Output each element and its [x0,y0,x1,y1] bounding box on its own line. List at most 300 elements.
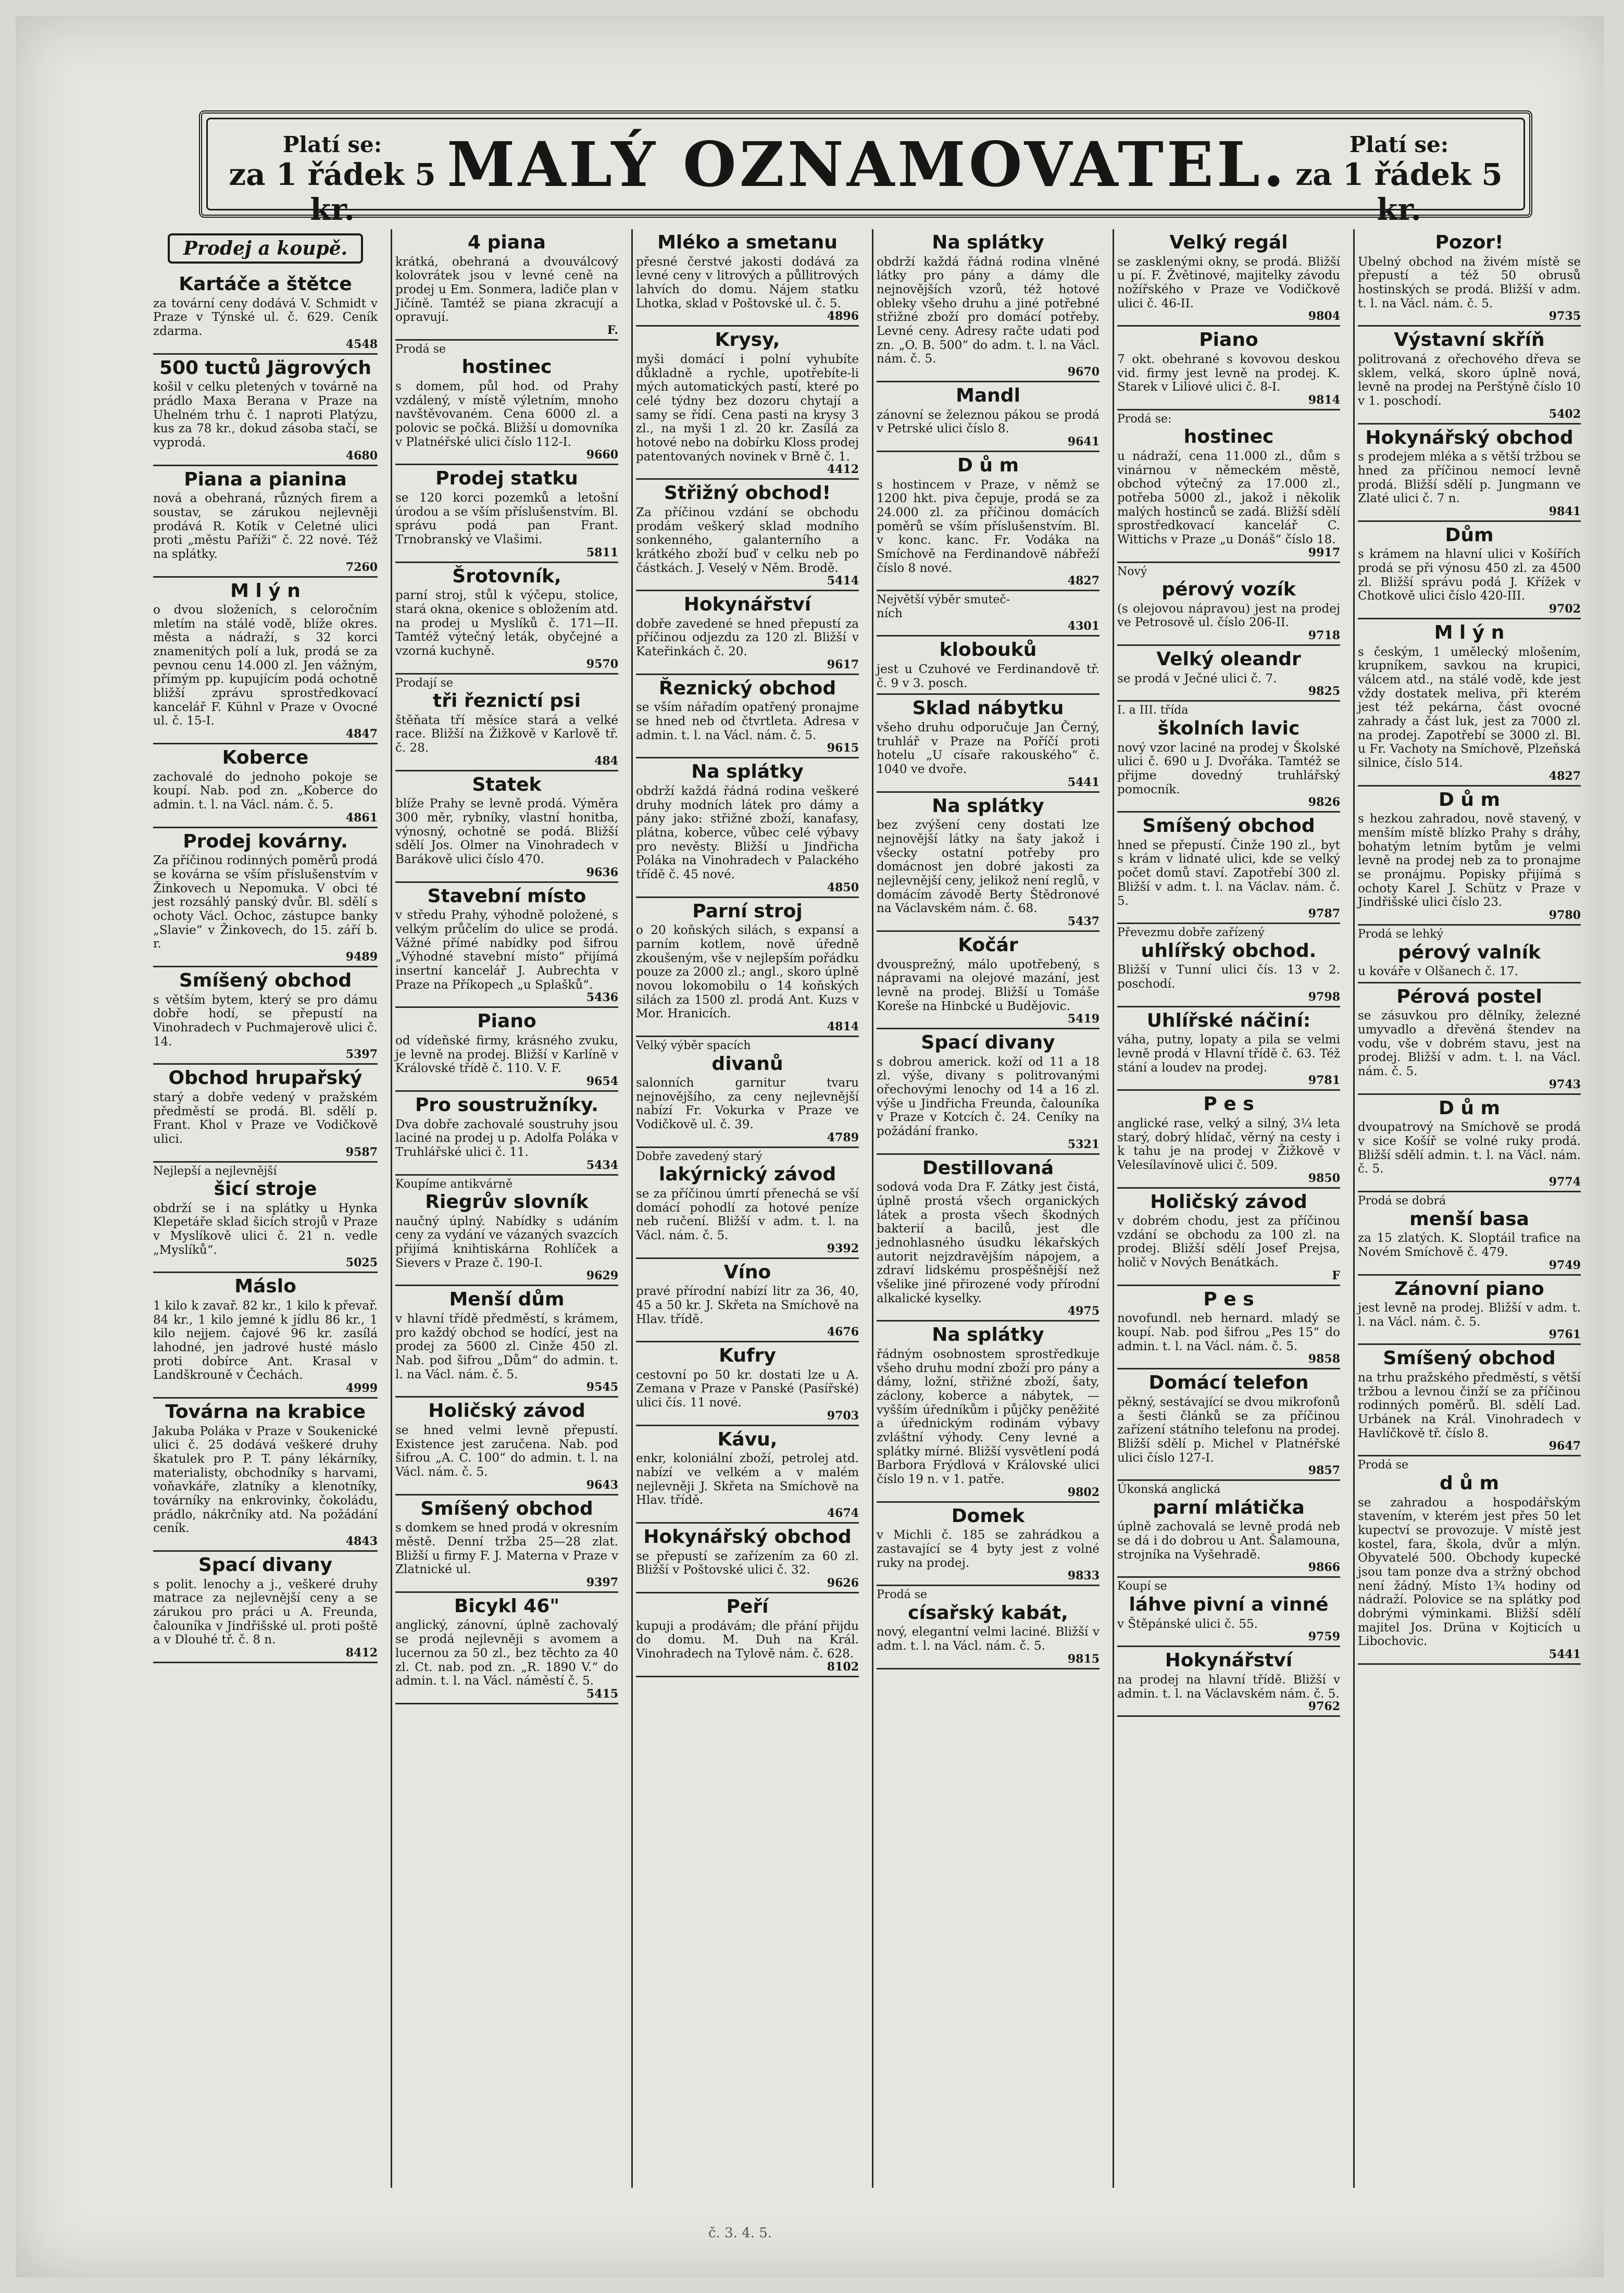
classified-ad [636,1593,859,1677]
ad-body: s hezkou zahradou, nově stavený, v menším místě blízko Prahy s dráhy, bohatým letním bytům je velmi levně na prodej neb za to pronajme se pronájmu. Popisky přijímá s ochoty Karel J. Schütz v Praze v Jindřišské ulici číslo 23. [1358,812,1581,909]
classified-ad [636,327,859,480]
ad-number: 9826 [1308,795,1340,809]
ad-pretitle: Prodá se [877,1588,928,1602]
ad-number: 9626 [827,1576,859,1590]
ad-body: na prodej na hlavní třídě. Bližší v admin. t. l. na Václavském nám. č. 5. [1117,1673,1340,1701]
classified-ad [636,898,859,1037]
ad-pretitle: Dobře zavedený starý [636,1150,763,1163]
classified-ad [395,465,618,563]
ad-body: Ubelný obchod na živém místě se přepustí a též 50 obrusů hostinských se prodá. Bližší v adm. t. l. na Václ. nám. č. 5. [1358,255,1581,310]
ad-title: 500 tuctů Jägrových [159,357,372,379]
ad-body: se vším nářadím opatřený pronajme se hned neb od čtvrtleta. Adresa v admin. t. l. na Václ. nám. č. 5. [636,701,859,742]
ad-pretitle: Úkonská anglická [1117,1483,1221,1497]
ad-body: od vídeňské firmy, krásného zvuku, je levně na prodej. Bližší v Karlíně v Královské třídě č. 110. V. F. [395,1033,618,1076]
ad-number: 9636 [586,865,618,879]
ad-number: 9802 [1067,1485,1100,1499]
ad-number: 9804 [1308,309,1340,323]
ad-body: za 15 zlatých. K. Sloptáil trafice na Novém Smíchově č. 479. [1358,1231,1581,1259]
classified-ad [395,1496,618,1593]
classified-ad [877,1503,1100,1587]
ad-number: 9749 [1548,1258,1581,1272]
ad-title: Koberce [222,747,309,769]
ad-body: novofundl. neb hernard. mladý se koupí. Nab. pod šifrou „Pes 15“ do admin. t. l. na Václ. nám. č. 5. [1117,1312,1340,1353]
ad-number: 8102 [827,1660,859,1674]
ad-body: anglické rase, velký a silný, 3¼ leta starý, dobrý hlídač, věrný na cesty i k tahu je na prodej v Žižkově v Velesílavínově ulici č. 509. [1117,1116,1340,1172]
ad-title: Hokynářství [683,594,811,616]
ad-body: s dobrou americk. koží od 11 a 18 zl. výše, divany s politrovanými ořechovými lenochy od 14 a 16 zl. výše u Jindřicha Freunda, čalouníka v Praze v Kotcích č. 24. Ceníky na požádání franko. [877,1055,1100,1139]
classified-ad [153,967,378,1065]
classified-ad [1117,1369,1340,1481]
ad-title: Na splátky [932,1324,1044,1346]
classified-ad [395,1008,618,1092]
ad-number: 4676 [827,1325,859,1339]
ad-number: 9866 [1308,1561,1340,1575]
ad-title: Menší dům [449,1289,565,1311]
ad-body: s domkem se hned prodá v okresním městě. Denní tržba 25—28 zlat. Bližší u firmy F. J. Materna v Praze v Zlatnické ul. [395,1521,618,1577]
ad-number: 9762 [1308,1700,1340,1714]
ad-body: obdrží každá řádná rodina vlněné látky pro pány a dámy dle nejnovějších vzorů, též hotové obleky všeho druhu a jiné potřebné střižné zboží pro domácí potřeby. Levné ceny. Adresy račte udati pod zn. „O. B. 500“ do adm. t. l. na Václ. nám. č. 5. [877,255,1100,366]
ad-title: tři řeznictí psi [433,690,581,712]
ad-title: menší basa [1409,1208,1529,1230]
ad-pretitle: Převezmu dobře zařízený [1117,926,1265,940]
ad-body: krátká, obehraná a dvouválcový kolovrátek jsou v levné ceně na prodej u Em. Sonmera, ladiče plan v Jičíně. Tamtéž se piana zkracují a opravují. [395,255,618,325]
page-title: MALÝ OZNAMOVATEL. [447,128,1288,201]
ad-body: v hlavní třídě předměstí, s krámem, pro každý obchod se hodící, jest na prodej za 5600 zl. Cinže 450 zl. Nab. pod šifrou „Dům“ do admin. t. l. na Václ. nám. č. 5. [395,1312,618,1381]
ad-title: Dům [1445,524,1494,546]
ad-body: s krámem na hlavní ulici v Košířích prodá se při výnosu 450 zl. za 4500 zl. Bližší správu podá J. Křížek v Chotkově ulici číslo 420-III. [1358,547,1581,603]
classified-ad [1117,1481,1340,1578]
column-6 [1353,229,1584,2188]
header-price-left [223,132,442,227]
ad-body: s českým, 1 umělecký mlošením, krupníkem, savkou na krupici, válcem atd., na stálé vodě, kde jest vždy dostatek meliva, při kterém jest též pekárna, část ovocné zahrady a část luk, jest za 7000 zl. na prodej. Zapotřebí se 3000 zl. Bl. u Fr. Vachoty na Smíchově, Plzeňská silnice, číslo 514. [1358,645,1581,770]
ad-title: Smíšený obchod [179,970,352,992]
ad-number: 9392 [827,1241,859,1255]
ad-number: 9489 [345,950,378,964]
ad-number: 4680 [345,448,378,463]
ad-body: zachovalé do jednoho pokoje se koupí. Nab. pod zn. „Koberce do admin. t. l. na Václ. nám. č. 5. [153,770,378,812]
ad-title: Riegrův slovník [425,1191,589,1213]
ad-title: D ů m [957,454,1019,476]
ad-body: se zásuvkou pro dělníky, železné umyvadlo a dřevěná štendev na vodu, vše v dobrém stavu, jest na prodej. Bližší v adm. t. l. na Václ. nám. č. 5. [1358,1009,1581,1079]
classified-ad [1117,563,1340,646]
ad-number: 5402 [1548,407,1581,421]
classified-ad [395,1286,618,1398]
ad-number: 9850 [1308,1171,1340,1185]
ad-title: Máslo [234,1276,296,1298]
ad-body: ních [877,606,903,620]
ad-title: Prodej kovárny. [183,830,348,852]
ad-title: Pérová postel [1396,986,1542,1007]
ad-number: 9761 [1548,1328,1581,1342]
ad-number: 5441 [1548,1647,1581,1661]
ad-pretitle: Prodá se [1358,1459,1409,1472]
ad-title: Šrotovník, [452,565,561,587]
classified-ad [395,1176,618,1287]
classified-ad [877,1322,1100,1502]
ad-number: 5321 [1067,1137,1100,1151]
ad-title: Piano [477,1011,536,1032]
ad-body: politrovaná z ořechového dřeva se sklem, velká, skoro úplně nová, levně na prodej na Perštýně číslo 10 v 1. poschodí. [1358,352,1581,408]
ad-title: Krysy, [715,329,780,351]
ad-title: Spací divany [198,1554,333,1576]
ad-title: Zánovní piano [1394,1278,1544,1300]
ad-body: salonních garnitur tvaru nejnovějšího, za ceny nejlevnější nabízí Fr. Vokurka v Praze ve Vodičkově ul. č. 39. [636,1076,859,1132]
header-price-right [1290,132,1508,227]
ad-title: pérový vozík [1161,579,1296,601]
ad-title: Na splátky [691,761,804,783]
classified-ad [1117,410,1340,563]
ad-body: 7 okt. obehrané s kovovou deskou vid. firmy jest levně na prodej. K. Starek v Liliové ulici č. 8-I. [1117,352,1340,394]
classified-ad [1117,702,1340,813]
ad-body: váha, putny, lopaty a pila se velmi levně prodá v Hlavní třídě č. 63. Též stání a loudev na prodej. [1117,1033,1340,1075]
classified-ad [877,793,1100,932]
classified-ad [153,578,378,745]
classified-ad [1358,983,1581,1095]
ad-number: 4827 [1067,574,1100,588]
ad-title: Velký oleandr [1156,649,1301,670]
ad-number: 4896 [827,309,859,323]
classified-ad [636,675,859,759]
ad-body: s prodejem mléka a s větší tržbou se hned za příčinou nemocí levně prodá. Bližší sdělí p. Jungmann ve Zlaté ulici č. 7 n. [1358,450,1581,506]
classified-ad [877,695,1100,792]
classified-ad [877,1586,1100,1669]
ad-number: 9702 [1548,602,1581,616]
ad-title: šicí stroje [214,1178,317,1200]
classified-ad [636,591,859,675]
ad-body: košil v celku pletených v továrně na prádlo Maxa Berana v Praze na Uhelném trhu č. 1 naproti Platýzu, kus za 78 kr., dokud zásoba stačí, se vyprodá. [153,380,378,450]
classified-ad [1117,327,1340,410]
ad-title: Kartáče a štětce [179,273,352,295]
ad-body: obdrží se i na splátky u Hynka Klepetáře sklad šicích strojů v Praze v Myslíkově ulici č. 21 n. vedle „Myslíků“. [153,1201,378,1257]
classified-ad [877,932,1100,1029]
classified-ad [395,563,618,675]
ad-body: se hned velmi levně přepustí. Existence jest zaručena. Nab. pod šifrou „A. C. 100“ do admin. t. l. na Václ. nám. č. 5. [395,1423,618,1479]
ad-title: Parní stroj [692,900,803,922]
ad-number: 4548 [345,337,378,351]
page-footnote: č. 3. 4. 5. [708,2225,772,2241]
ad-body: se prodá v Ječné ulici č. 7. [1117,671,1277,686]
ad-title: d ů m [1440,1472,1499,1494]
classified-header [199,110,1532,227]
ad-title: Pro soustružníky. [415,1094,598,1116]
classified-ad [1358,787,1581,926]
ad-body: se zasklenými okny, se prodá. Bližší u pí. F. Žvětinové, majitelky závodu nožířského v Praze ve Vodičkově ulici č. 46-II. [1117,255,1340,310]
ad-body: s větším bytem, který se pro dámu dobře hodí, se přepustí na Vinohradech v Puchmajerově ulici č. 14. [153,993,378,1049]
ad-title: Hokynářství [1165,1650,1293,1672]
ad-number: 4861 [345,811,378,825]
ad-title: Peří [726,1596,769,1618]
ad-body: 1 kilo k zavař. 82 kr., 1 kilo k převař. 84 kr., 1 kilo jemné k jídlu 86 kr., 1 kilo nejjem. čajové 96 kr. zasílá lahodné, jen jadrové husté máslo proti dobírce Ant. Krasal v Landškrouně v Čechách. [153,1299,378,1382]
ad-body: blíže Prahy se levně prodá. Výměra 300 měr, rybníky, vlastní honitba, výnosný, ochotně se podá. Bližší sdělí Jos. Olmer na Vinohradech v Barákově ulici číslo 470. [395,797,618,867]
ad-title: Víno [723,1261,771,1283]
ad-title: Stavební místo [427,885,586,907]
column-5 [1113,229,1343,2188]
classified-ad [153,271,378,355]
header-right-line1: Platí se: [1349,132,1449,157]
ad-body: u kováře v Olšanech č. 17. [1358,965,1519,979]
classified-ad [1358,1345,1581,1456]
ad-title: Smíšený obchod [420,1498,593,1519]
ad-title: láhve pivní a vinné [1129,1594,1329,1615]
column-4 [872,229,1103,2188]
classified-ad [636,1342,859,1426]
ad-number: 9629 [586,1269,618,1283]
ad-number: 9670 [1067,365,1100,379]
ad-body: na trhu pražského předměstí, s větší tržbou a levnou činží se za příčinou rodinných poměrů. Bl. sdělí Lad. Urbánek na Král. Vinohradech v Havlíčkově tř. číslo 8. [1358,1371,1581,1440]
ad-number: 4850 [827,880,859,894]
classified-ad [1117,646,1340,702]
classified-ad [153,1065,378,1162]
ad-body: se za příčinou úmrtí přenechá se vší domácí pohodlí za hotové peníze neb ručení. Bližší v adm. t. l. na Václ. nám. č. 5. [636,1187,859,1242]
ad-title: Sklad nábytku [912,697,1064,719]
classified-ad [1117,1189,1340,1286]
classified-ad [1117,813,1340,924]
ad-title: P e s [1203,1093,1254,1115]
ad-body: zánovní se železnou pákou se prodá v Petrské ulici číslo 8. [877,408,1100,436]
ad-number: 4999 [345,1381,378,1395]
ad-number: 5441 [1067,775,1100,789]
ad-pretitle: Největší výběr smuteč- [877,593,1010,607]
classified-ad [153,828,378,967]
ad-body: pěkný, sestávající se dvou mikrofonů a šesti článků se za příčinou zařízení státního telefonu na prodej. Bližší sdělí p. Michel v Platnéřské ulici číslo 127-I. [1117,1395,1340,1465]
ad-pretitle: Nový [1117,565,1147,578]
ad-number: 4789 [827,1130,859,1144]
classified-ad [877,229,1100,382]
classified-ad [1117,1647,1340,1717]
header-left-line1: Platí se: [282,132,382,157]
classified-ad [1358,425,1581,522]
ad-title: Smíšený obchod [1142,815,1315,837]
ad-body: kupuji a prodávám; dle přání přijdu do domu. M. Duh na Král. Vinohradech na Tylově nám. č. 628. [636,1619,859,1661]
ad-title: uhlířský obchod. [1141,940,1317,962]
ad-title: Holičský závod [428,1400,585,1422]
ad-body: anglický, zánovní, úplně zachovalý se prodá nejlevněji s avomem a lucernou za 50 zl., bez těchto za 40 zl. Ct. nab. pod zn. „R. 1890 V.“ do admin. t. l. na Václ. náměstí č. 5. [395,1618,618,1688]
ad-pretitle: Koupí se [1117,1580,1167,1593]
ad-number: 4674 [827,1506,859,1521]
ad-number: 9833 [1067,1569,1100,1583]
classified-ad [395,341,618,465]
ad-number: 9643 [586,1478,618,1492]
ad-number: 9917 [1308,545,1340,559]
ad-number: 4843 [345,1535,378,1549]
classified-ad [153,1399,378,1552]
ad-title: Výstavní skříň [1394,329,1545,351]
ad-number: 9857 [1308,1464,1340,1478]
classified-ad [1358,619,1581,787]
classified-ad [1117,229,1340,327]
ad-title: Destillovaná [922,1157,1054,1179]
ad-pretitle: Prodá se [395,342,446,356]
ad-number: 5025 [345,1256,378,1270]
classified-ad [877,591,1100,637]
classified-ad [636,480,859,591]
ad-pretitle: Velký výběr spacích [636,1039,751,1053]
ad-number: 9718 [1308,629,1340,643]
ad-title: D ů m [1438,789,1501,811]
ad-title: Na splátky [932,795,1044,817]
ad-body: enkr, koloniální zboží, petrolej atd. nabízí ve velkém a v malém nejlevněji J. Skřeta na Smíchově na Hlav. třídě. [636,1452,859,1507]
ad-title: hostinec [461,356,552,378]
classified-ad [395,1593,618,1704]
classified-ad [636,1524,859,1593]
classified-ad [877,637,1100,695]
classified-ad [877,382,1100,452]
ad-number: F [1332,1268,1340,1282]
ad-title: Holičský závod [1150,1191,1307,1213]
ad-number: 9641 [1067,434,1100,448]
classified-ad [1358,1456,1581,1665]
ad-title: M l ý n [1434,622,1505,644]
ad-body: za tovární ceny dodává V. Schmidt v Praze v Týnské ul. č. 629. Ceník zdarma. [153,296,378,338]
classified-ad [636,758,859,898]
ad-number: 9587 [345,1145,378,1159]
ad-body: se přepustí se zařízením za 60 zl. Bližší v Poštovské ulici č. 32. [636,1549,859,1577]
ad-title: 4 piana [468,232,546,253]
ad-number: 9545 [586,1380,618,1394]
ad-body: v Michli č. 185 se zahrádkou a zastavající se 4 byty jest z volné ruky na prodej. [877,1528,1100,1570]
ad-title: Piano [1199,329,1258,351]
ad-columns [150,229,1585,2188]
ad-title: Statek [472,774,542,795]
ad-number: 9703 [827,1409,859,1423]
ad-body: dobře zavedené se hned přepustí za příčinou odjezdu za 120 zl. Bližší v Kateřinkách č. 20. [636,617,859,659]
ad-number: 9743 [1548,1077,1581,1091]
ad-number: 4847 [345,727,378,741]
classified-ad [153,1552,378,1663]
classified-ad [395,1398,618,1495]
ad-title: Velký regál [1169,232,1288,253]
ad-body: obdrží každá řádná rodina veškeré druhy modních látek pro dámy a pány jako: střižné zboží, kanafasy, plátna, koberce, vůbec celé výbavy pro nevěsty. Bližší u Jindřicha Poláka na Vinohradech v Palackého třídě č. 45 nové. [636,784,859,882]
ad-body: sodová voda Dra F. Zátky jest čistá, úplně prostá všech organických látek a prosta všech škodných bakterií a bacilů, jest dle jednohlasného úsudku lékařských autorit nejzdravějším nápojem, a zdraví lidskému prospěšnější než všelike jiné přirozené vody přírodní alkalické kyselky. [877,1180,1100,1305]
classified-ad [395,771,618,883]
ad-title: Prodej statku [435,468,578,490]
ad-title: lakýrnický závod [658,1164,836,1186]
ad-number: 9654 [586,1074,618,1088]
classified-ad [395,883,618,1008]
ad-body: Za příčinou vzdání se obchodu prodám veškerý sklad modního sonkenného, galanterního a krátkého zboží buď v celku neb po částkách. J. Veselý v Něm. Brodě. [636,505,859,575]
classified-ad [395,229,618,341]
ad-body: o dvou složeních, s celoročním mletím na stálé vodě, blíže okres. města a nádraží, s 32 korci znamenitých polí a luk, prodá se za pevnou cenu 14.000 zl. Jen vážným, přímým pp. kupujícím podá ochotně bližší zprávu sprostředkovací kancelář F. Kühnl v Praze v Ovocné ul. č. 15-I. [153,603,378,728]
ad-body: starý a dobře vedený v pražském předměstí se prodá. Bl. sdělí p. Frant. Khol v Praze ve Vodičkově ulici. [153,1090,378,1146]
ad-body: v Štěpánské ulici č. 55. [1117,1617,1258,1631]
ad-body: nový, elegantní velmi laciné. Bližší v adm. t. l. na Václ. nám. č. 5. [877,1625,1100,1653]
ad-number: 484 [594,754,618,768]
ad-body: Za příčinou rodinných poměrů prodá se kovárna se vším příslušenstvím v Žinkovech u Nepomuka. V obci té jest rozsáhlý panský dvůr. Bl. sdělí s ochoty Václ. Ochoc, zástupce banky „Slavie“ v Žinkovech, do 15. září b. r. [153,854,378,951]
ad-title: Domek [951,1505,1025,1527]
column-2 [391,229,621,2188]
ad-title: Kočár [958,934,1018,956]
classified-ad [1117,1286,1340,1370]
classified-ad [395,675,618,771]
classified-ad [1358,1276,1581,1345]
classified-ad [1117,1578,1340,1647]
ad-number: 9841 [1548,504,1581,518]
ad-number: 9397 [586,1575,618,1589]
classified-ad [153,1273,378,1399]
ad-pretitle: Prodají se [395,676,453,690]
ad-title: císařský kabát, [908,1602,1068,1624]
ad-title: pérový valník [1397,941,1541,963]
classified-ad [877,1155,1100,1322]
ad-body: (s olejovou nápravou) jest na prodej ve Petrosově ul. číslo 206-II. [1117,602,1340,630]
ad-body: se 120 korci pozemků a letošní úrodou a se vším příslušenstvím. Bl. správu podá pan Frant. Trnobranský ve Vlašimi. [395,491,618,547]
ad-body: myši domácí i polní vyhubíte důkladně a rychle, upotřebíte-li mých automatických pastí, které po celé týdny bez dozoru chytají a samy se řídí. Cena pasti na krysy 3 zl., na myši 1 zl. 20 kr. Zasílá za hotové nebo na dobírku Kloss prodej patentovaných novinek v Brně č. 1. [636,352,859,464]
ad-body: bez zvýšení ceny dostati lze nejnovější látky na šaty jakož i všecky ostatní potřeby pro domácnost jen dobré jakosti za nejlevnější ceny, jelikož není reglů, v domácím závodě Berty Štědronové na Václavském nám. č. 68. [877,818,1100,916]
ad-title: Obchod hrupařský [168,1067,363,1089]
ad-title: Továrna na krabice [165,1401,366,1423]
classified-ad [1358,1192,1581,1275]
ad-body: s hostincem v Praze, v němž se 1200 hkt. piva čepuje, prodá se za 24.000 zl. za příčinou domácích poměrů se vším příslušenstvím. Bl. v konc. kanc. Fr. Vodáka na Smíchově na Ferdinandově nábřeží číslo 8 nové. [877,478,1100,575]
ad-pretitle: Nejlepší a nejlevnější [153,1164,277,1178]
ad-body: nová a obehraná, různých firem a soustav, se zárukou nejlevněji prodává R. Kotík v Celetné ulici proti „městu Paříži“ č. 22 nové. Též na splátky. [153,492,378,561]
classified-ad [395,1092,618,1176]
ad-body: v středu Prahy, výhodně položené, s velkým průčelím do ulice se prodá. Vážné přímé nabídky pod šifrou „Výhodné stavební místo“ přijímá insertní kancelář J. Aubrechta v Praze na Příkopech „u Splašků“. [395,908,618,992]
ad-number: F. [607,323,618,337]
classified-ad [1117,1007,1340,1091]
ad-title: Mandl [956,384,1020,406]
ad-title: D ů m [1438,1097,1501,1119]
ad-title: Na splátky [932,232,1044,253]
classified-ad [636,1148,859,1259]
ad-body: řádným osobnostem sprostředkuje všeho druhu modní zboží pro pány a dámy, ložní, střižné zboží, šaty, záclony, koberce a nábytek, — vyšším úředníkům i půjčky peněžité a úřednickým rodinám výbavy zvláštní výhody. Ceny levné a splátky mírné. Bližší vysvětlení podá Barbora Frýdlová v Královské ulici číslo 19 n. v 1. patře. [877,1348,1100,1487]
ad-number: 9814 [1308,393,1340,407]
ad-number: 5437 [1067,914,1100,928]
ad-body: štěňata tří měsíce stará a velké race. Bližší na Žižkově v Karlově tř. č. 28. [395,713,618,755]
ad-number: 9647 [1548,1439,1581,1453]
ad-body: Dva dobře zachovalé soustruhy jsou laciné na prodej u p. Adolfa Poláka v Truhlářské ulici č. 11. [395,1117,618,1159]
ad-title: Piana a pianina [184,468,347,490]
ad-body: nový vzor laciné na prodej v Školské ulici č. 690 u J. Dvořáka. Tamtéž se přijme dovedný truhlářský pomocník. [1117,741,1340,796]
column-3 [631,229,862,2188]
ad-body: pravé přírodní nabízí litr za 36, 40, 45 a 50 kr. J. Skřeta na Smíchově na Hlav. třídě. [636,1285,859,1326]
ad-number: 9615 [827,741,859,755]
ad-number: 5414 [827,574,859,588]
ad-title: divanů [711,1053,783,1075]
ad-number: 9774 [1548,1175,1581,1189]
ad-number: 4412 [827,463,859,477]
header-right-line2: za 1 řádek 5 kr. [1295,157,1503,227]
ad-title: Uhlířské náčiní: [1146,1010,1311,1031]
ad-body: Jakuba Poláka v Praze v Soukenické ulici č. 25 dodává veškeré druhy škatulek pro P. T. pány lékárníky, materialisty, obchodníky s harvami, voňavkáře, zlatníky a klenotníky, továrníky na enkrovinky, čokoládu, prádlo, nákrčníky atd. Na požádání ceník. [153,1424,378,1536]
ad-body: jest u Czuhové ve Ferdinandově tř. č. 9 v 3. posch. [877,662,1100,690]
ad-body: všeho druhu odporučuje Jan Černý, truhlář v Praze na Poříčí proti hotelu „U císaře rakouského“ č. 1040 ve dvoře. [877,720,1100,776]
ad-body: parní stroj, stůl k výčepu, stolice, stará okna, okenice s obložením atd. na prodej u Myslíků č. 171—II. Tamtéž výtečný leták, obyčejné a vzorná kuchyně. [395,589,618,658]
ad-number: 9660 [586,448,618,462]
ad-number: 4827 [1548,769,1581,783]
ad-title: Střižný obchod! [664,482,831,504]
ad-number: 9759 [1308,1630,1340,1644]
ad-body: dvousprežný, málo upotřebený, s nápravami na olejové mazání, jest levně na prodej. Bližší u Tomáše Koreše na Hinbcké u Budějovic. [877,957,1100,1013]
classified-ad [1358,926,1581,983]
ad-number: 5397 [345,1048,378,1062]
ad-number: 9780 [1548,908,1581,923]
ad-title: Smíšený obchod [1383,1348,1556,1369]
ad-body: se zahradou a hospodářským stavením, v kterém jest přes 50 let kupectví se provozuje. V místě jest kostel, fara, škola, dvůr a mlýn. Obyvatelé 500. Obchody kupecké jsou tam ponze dva a stržný obchod není žádný. Místo 1¾ hodiny od nádraží. Polovice se na splátky pod dobrými výminkami. Bližší sdělí majitel Jos. Drüna v Kojticích u Libochovic. [1358,1496,1581,1649]
ad-body: Bližší v Tunní ulici čís. 13 v 2. poschodí. [1117,963,1340,991]
ad-number: 9617 [827,657,859,671]
ad-number: 4301 [1067,619,1100,633]
classified-ad [636,229,859,327]
ad-body: dvoupatrový na Smíchově se prodá v sice Košíř se volné ruky prodá. Bližší sdělí admin. t. l. na Václ. nám. č. 5. [1358,1120,1581,1176]
section-label: Prodej a koupě. [168,233,363,264]
ad-pretitle: I. a III. třída [1117,704,1189,717]
ad-title: Hokynářský obchod [1365,427,1573,448]
ad-pretitle: Koupíme antikvárně [395,1177,513,1191]
ad-number: 9825 [1308,684,1340,699]
classified-ad [153,466,378,578]
ad-number: 8412 [345,1646,378,1660]
ad-body: s domem, půl hod. od Prahy vzdálený, v místě výletním, mnoho navštěvovaném. Cena 6000 zl. a polovic se počká. Bližší u domovníka v Platnéřské ulici číslo 112-I. [395,380,618,449]
